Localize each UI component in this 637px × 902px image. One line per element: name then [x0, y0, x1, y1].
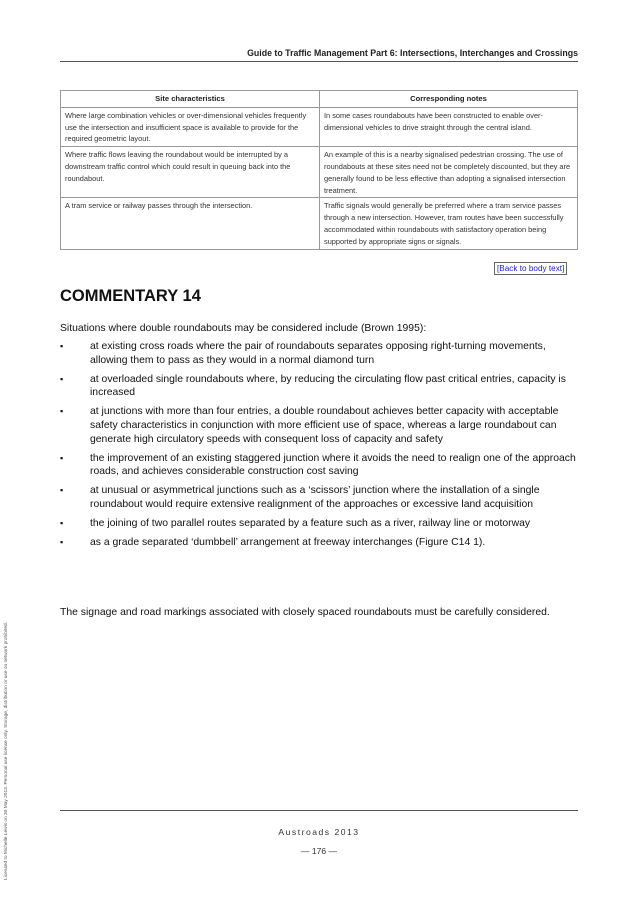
notes-cell: In some cases roundabouts have been constructed to enable over-dimensional vehicles to drive straight through the central island. [320, 107, 578, 146]
commentary-heading: COMMENTARY 14 [60, 287, 201, 305]
footer-organisation: Austroads 2013 [278, 827, 360, 837]
bullet-icon: ▪ [60, 373, 64, 384]
list-item [60, 536, 578, 550]
list-item-text: at junctions with more than four entries, a double roundabout achieves better capacity with acceptable safety characteristics in conjunction with more efficient use of space, whereas a large roundabout can generate high circulatory speeds with consequent loss of capacity and safety [90, 406, 559, 445]
list-item [60, 340, 578, 368]
list-item-text: the improvement of an existing staggered junction where it avoids the need to realign one of the approach roads, and achieves considerable construction cost saving [90, 452, 576, 478]
list-item [60, 484, 578, 512]
table-row [61, 107, 578, 146]
bullet-icon: ▪ [60, 341, 64, 351]
running-header: Guide to Traffic Management Part 6: Intersections, Interchanges and Crossings [247, 48, 578, 58]
list-item-text: as a grade separated ‘dumbbell’ arrangement at freeway interchanges (Figure C14 1). [90, 536, 486, 548]
table-header-row [61, 91, 578, 108]
list-item [60, 517, 578, 531]
list-item-text: the joining of two parallel routes separated by a feature such as a river, railway line or motorway [90, 517, 531, 529]
bullet-icon: ▪ [60, 452, 64, 463]
bullet-icon: ▪ [60, 536, 64, 547]
notes-cell: Traffic signals would generally be preferred where a tram service passes through a new intersection. However, tram routes have been successfully accommodated within roundabouts with satisfactory operation being supported by appropriate signs or signals. [320, 198, 578, 249]
double-roundabout-situations-list [60, 340, 578, 554]
list-item-text: at unusual or asymmetrical junctions such as a ‘scissors’ junction where the installation of a single roundabout would require extensive realignment of the approaches or excessive land acquisition [90, 485, 540, 510]
table-row [61, 147, 578, 198]
commentary-closing: The signage and road markings associated with closely spaced roundabouts must be carefully considered. [60, 607, 550, 618]
site-characteristics-table [60, 90, 578, 250]
list-item [60, 373, 578, 401]
table-row [61, 198, 578, 249]
commentary-intro: Situations where double roundabouts may be considered include (Brown 1995): [60, 323, 427, 334]
site-cell: Where traffic flows leaving the roundabout would be interrupted by a downstream traffic control which could result in queuing back into the roundabout. [61, 147, 320, 198]
list-item-text: at overloaded single roundabouts where, by reducing the circulating flow past critical entries, capacity is increased [90, 373, 566, 399]
column-header-notes: Corresponding notes [320, 91, 578, 108]
footer-divider [60, 810, 578, 811]
notes-cell: An example of this is a nearby signalised pedestrian crossing. The use of roundabouts at these sites need not be completely discounted, but they are generally found to be less effective than adopting a signalised intersection treatment. [320, 147, 578, 198]
bullet-icon: ▪ [60, 485, 64, 496]
header-divider [60, 61, 578, 62]
bullet-icon: ▪ [60, 517, 64, 528]
license-watermark-text: Licensed to Michelle Lewis on 30 May 2013. Personal use license only. Storage, distribution or use on network prohibited. [4, 621, 9, 880]
list-item [60, 405, 578, 446]
bullet-icon: ▪ [60, 406, 64, 417]
column-header-site: Site characteristics [61, 91, 320, 108]
site-cell: A tram service or railway passes through the intersection. [61, 198, 320, 249]
site-cell: Where large combination vehicles or over-dimensional vehicles frequently use the intersection and insufficient space is available to provide for the required geometric layout. [61, 107, 320, 146]
list-item-text: at existing cross roads where the pair of roundabouts separates opposing right-turning movements, allowing them to pass as they would in a normal diamond turn [90, 341, 546, 366]
list-item [60, 452, 578, 480]
page-number: — 176 — [300, 846, 338, 856]
back-to-body-link[interactable]: [Back to body text] [494, 262, 567, 275]
